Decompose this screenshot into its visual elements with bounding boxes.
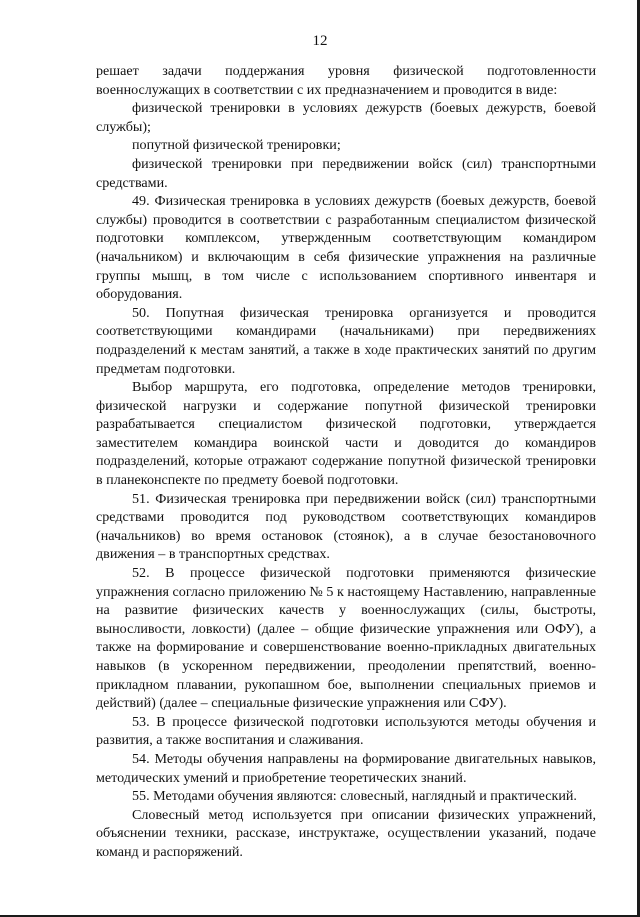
- paragraph: 49. Физическая тренировка в условиях дежурств (боевых дежурств, боевой службы) проводится в соответствии с разработанным специалистом физической подготовки комплексом, утвержденным соответствующим командиром (начальником) и включающим в себя физические упражнения на различные группы мышц, в том числе с использованием спортивного инвентаря и оборудования.: [96, 193, 596, 303]
- paragraph: 54. Методы обучения направлены на формирование двигательных навыков, методических умений и приобретение теоретических знаний.: [96, 750, 596, 786]
- paragraph: 52. В процессе физической подготовки применяются физические упражнения согласно приложению № 5 к настоящему Наставлению, направленные на развитие физических качеств у военнослужащих (силы, быстроты, выносливости, ловкости) (далее – общие физические упражнения или ОФУ), а также на формирование и совершенствование военно-прикладных двигательных навыков (в ускоренном передвижении, преодолении препятствий, военно-прикладном плавании, рукопашном бое, выполнении специальных приемов и действий) (далее – специальные физические упражнения или СФУ).: [96, 565, 596, 712]
- paragraph: физической тренировки при передвижении войск (сил) транспортными средствами.: [96, 155, 596, 191]
- paragraph: 51. Физическая тренировка при передвижении войск (сил) транспортными средствами проводится под руководством соответствующих командиров (начальников) во время остановок (стоянок), а в случае безостановочного движения – в транспортных средствах.: [96, 490, 596, 563]
- paragraph: решает задачи поддержания уровня физической подготовленности военнослужащих в соответствии с их предназначением и проводится в виде:: [96, 63, 596, 98]
- paragraph: Выбор маршрута, его подготовка, определение методов тренировки, физической нагрузки и содержание попутной физической тренировки разрабатывается специалистом физической подготовки, утверждается заместителем командира воинской части и доводится до командиров подразделений, которые отражают содержание попутной физической тренировки в планеконспекте по предмету боевой подготовки.: [96, 379, 596, 489]
- paragraph: Словесный метод используется при описании физических упражнений, объяснении техники, рассказе, инструктаже, осуществлении указаний, подаче команд и распоряжений.: [96, 806, 596, 860]
- paragraph: 55. Методами обучения являются: словесный, наглядный и практический.: [132, 788, 577, 805]
- paragraph: физической тренировки в условиях дежурств (боевых дежурств, боевой службы);: [96, 100, 596, 135]
- page-number: 12: [312, 33, 328, 49]
- paragraph: попутной физической тренировки;: [132, 137, 341, 154]
- paragraph: 53. В процессе физической подготовки используются методы обучения и развития, а также воспитания и слаживания.: [96, 713, 596, 749]
- paragraph: 50. Попутная физическая тренировка организуется и проводится соответствующими командирами (начальниками) при передвижениях подразделений к местам занятий, а также в ходе практических занятий по другим предметам подготовки.: [96, 304, 596, 377]
- body-text: [96, 62, 596, 862]
